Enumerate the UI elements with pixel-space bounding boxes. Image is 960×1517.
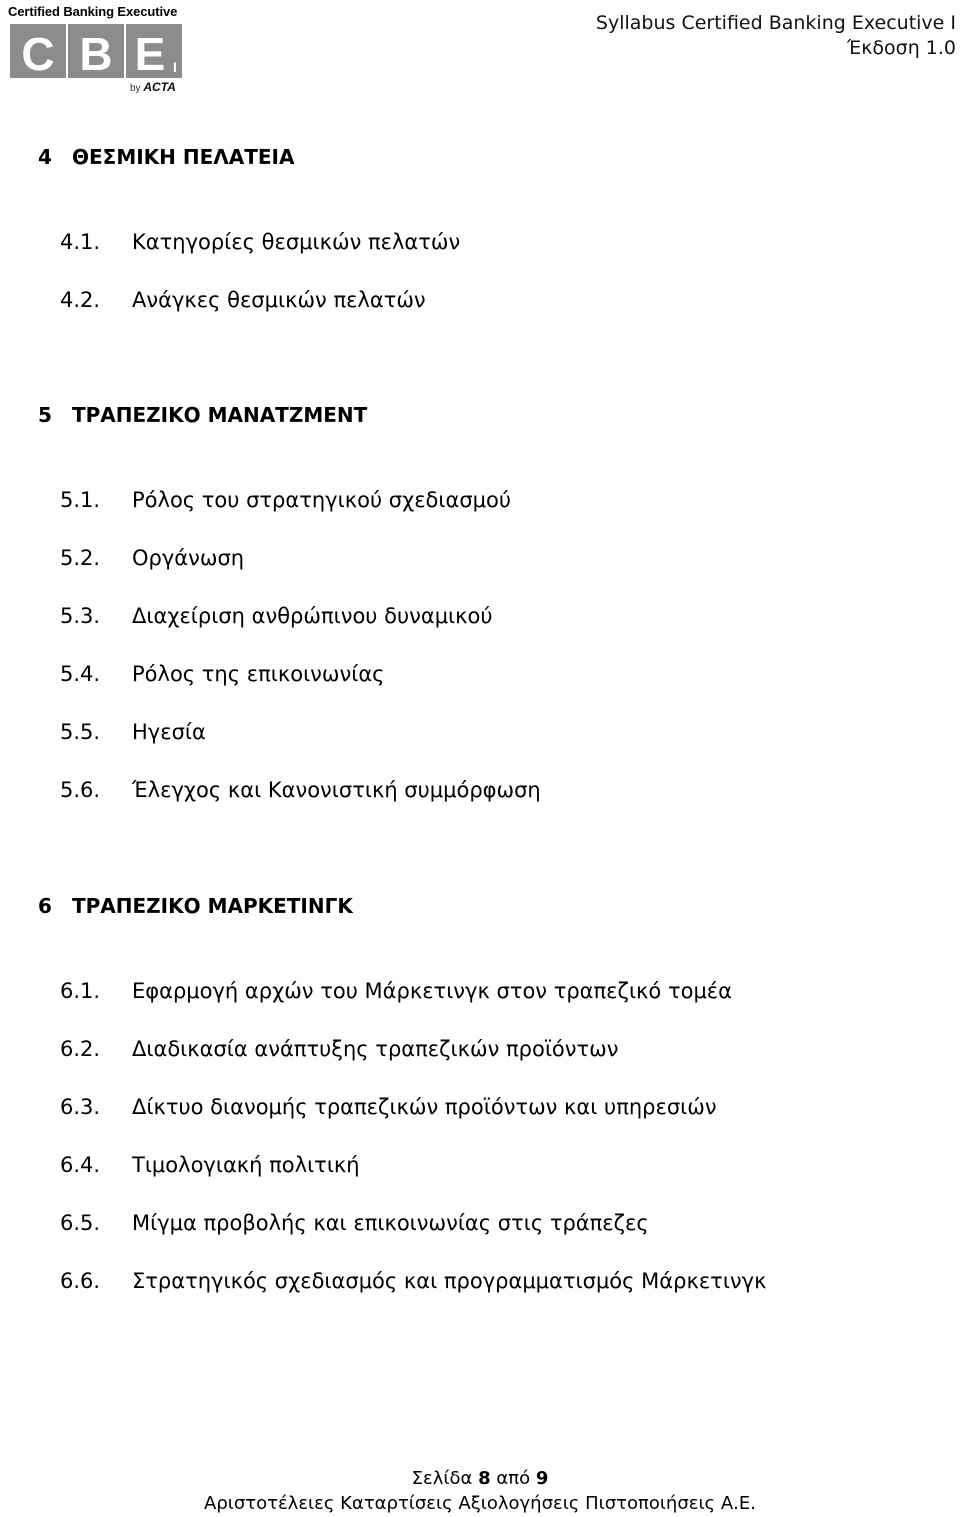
logo-acta-text: ACTA: [143, 80, 176, 94]
item-number: 6.2.: [60, 1037, 101, 1061]
document-title: Syllabus Certified Banking Executive I: [595, 12, 956, 34]
item-text: Ρόλος του στρατηγικού σχεδιασμού: [132, 488, 512, 512]
item-number: 5.1.: [60, 488, 101, 512]
item-number: 4.1.: [60, 230, 101, 254]
item-number: 5.2.: [60, 546, 101, 570]
syllabus-item: [60, 604, 493, 628]
logo-letter-e: E: [134, 28, 166, 80]
item-number: 6.1.: [60, 979, 101, 1003]
syllabus-item: [60, 1269, 766, 1293]
item-number: 5.4.: [60, 662, 101, 686]
syllabus-item: [60, 488, 511, 512]
page-prefix: Σελίδα: [411, 1468, 473, 1489]
section-number: 6: [38, 894, 52, 918]
syllabus-item: [60, 288, 426, 312]
item-text: Οργάνωση: [132, 546, 245, 570]
item-text: Τιμολογιακή πολιτική: [132, 1153, 360, 1177]
item-text: Ανάγκες θεσμικών πελατών: [132, 288, 426, 312]
page-total: 9: [535, 1468, 549, 1489]
section-number: 4: [38, 145, 52, 169]
logo-top-text: Certified Banking Executive: [8, 4, 178, 19]
section-heading: [38, 894, 353, 918]
item-text: Μίγμα προβολής και επικοινωνίας στις τράπεζες: [132, 1211, 649, 1235]
item-number: 6.3.: [60, 1095, 101, 1119]
item-number: 6.6.: [60, 1269, 101, 1293]
item-text: Ηγεσία: [132, 720, 206, 744]
document-version: Έκδοση 1.0: [847, 37, 956, 59]
logo-by-acta: [130, 80, 176, 94]
item-number: 5.6.: [60, 778, 101, 802]
syllabus-item: [60, 1211, 649, 1235]
item-text: Ρόλος της επικοινωνίας: [132, 662, 385, 686]
syllabus-item: [60, 1095, 717, 1119]
section-title: ΘΕΣΜΙΚΗ ΠΕΛΑΤΕΙΑ: [72, 145, 295, 169]
item-number: 6.5.: [60, 1211, 101, 1235]
syllabus-item: [60, 778, 541, 802]
syllabus-item: [60, 1153, 360, 1177]
item-text: Διαχείριση ανθρώπινου δυναμικού: [132, 604, 493, 628]
logo-letter-c: C: [21, 28, 55, 80]
syllabus-item: [60, 230, 460, 254]
item-number: 4.2.: [60, 288, 101, 312]
item-text: Εφαρμογή αρχών του Μάρκετινγκ στον τραπεζικό τομέα: [132, 979, 732, 1003]
syllabus-item: [60, 662, 385, 686]
cbe-logo: [4, 2, 190, 96]
item-text: Διαδικασία ανάπτυξης τραπεζικών προϊόντων: [132, 1037, 619, 1061]
page-current: 8: [478, 1468, 491, 1489]
item-text: Έλεγχος και Κανονιστική συμμόρφωση: [132, 778, 541, 802]
item-number: 5.5.: [60, 720, 101, 744]
item-text: Στρατηγικός σχεδιασμός και προγραμματισμός Μάρκετινγκ: [132, 1269, 767, 1293]
item-text: Δίκτυο διανομής τραπεζικών προϊόντων και υπηρεσιών: [132, 1095, 717, 1119]
section-title: ΤΡΑΠΕΖΙΚΟ ΜΑΝΑΤΖΜΕΝΤ: [72, 403, 368, 427]
logo-letter-i: I: [173, 59, 177, 75]
syllabus-item: [60, 546, 244, 570]
section-heading: [38, 145, 294, 169]
syllabus-item: [60, 1037, 618, 1061]
item-number: 6.4.: [60, 1153, 101, 1177]
section-heading: [38, 403, 367, 427]
syllabus-item: [60, 979, 732, 1003]
item-number: 5.3.: [60, 604, 101, 628]
logo-by-text: by: [130, 83, 141, 94]
document-header: [596, 11, 956, 61]
section-title: ΤΡΑΠΕΖΙΚΟ ΜΑΡΚΕΤΙΝΓΚ: [72, 894, 353, 918]
item-text: Κατηγορίες θεσμικών πελατών: [132, 230, 461, 254]
footer-company: Αριστοτέλειες Καταρτίσεις Αξιολογήσεις Πιστοποιήσεις Α.Ε.: [204, 1493, 756, 1514]
logo-letter-b: B: [79, 28, 113, 80]
page-of: από: [496, 1468, 531, 1489]
section-number: 5: [38, 403, 52, 427]
page-number: [0, 1468, 960, 1489]
syllabus-item: [60, 720, 206, 744]
